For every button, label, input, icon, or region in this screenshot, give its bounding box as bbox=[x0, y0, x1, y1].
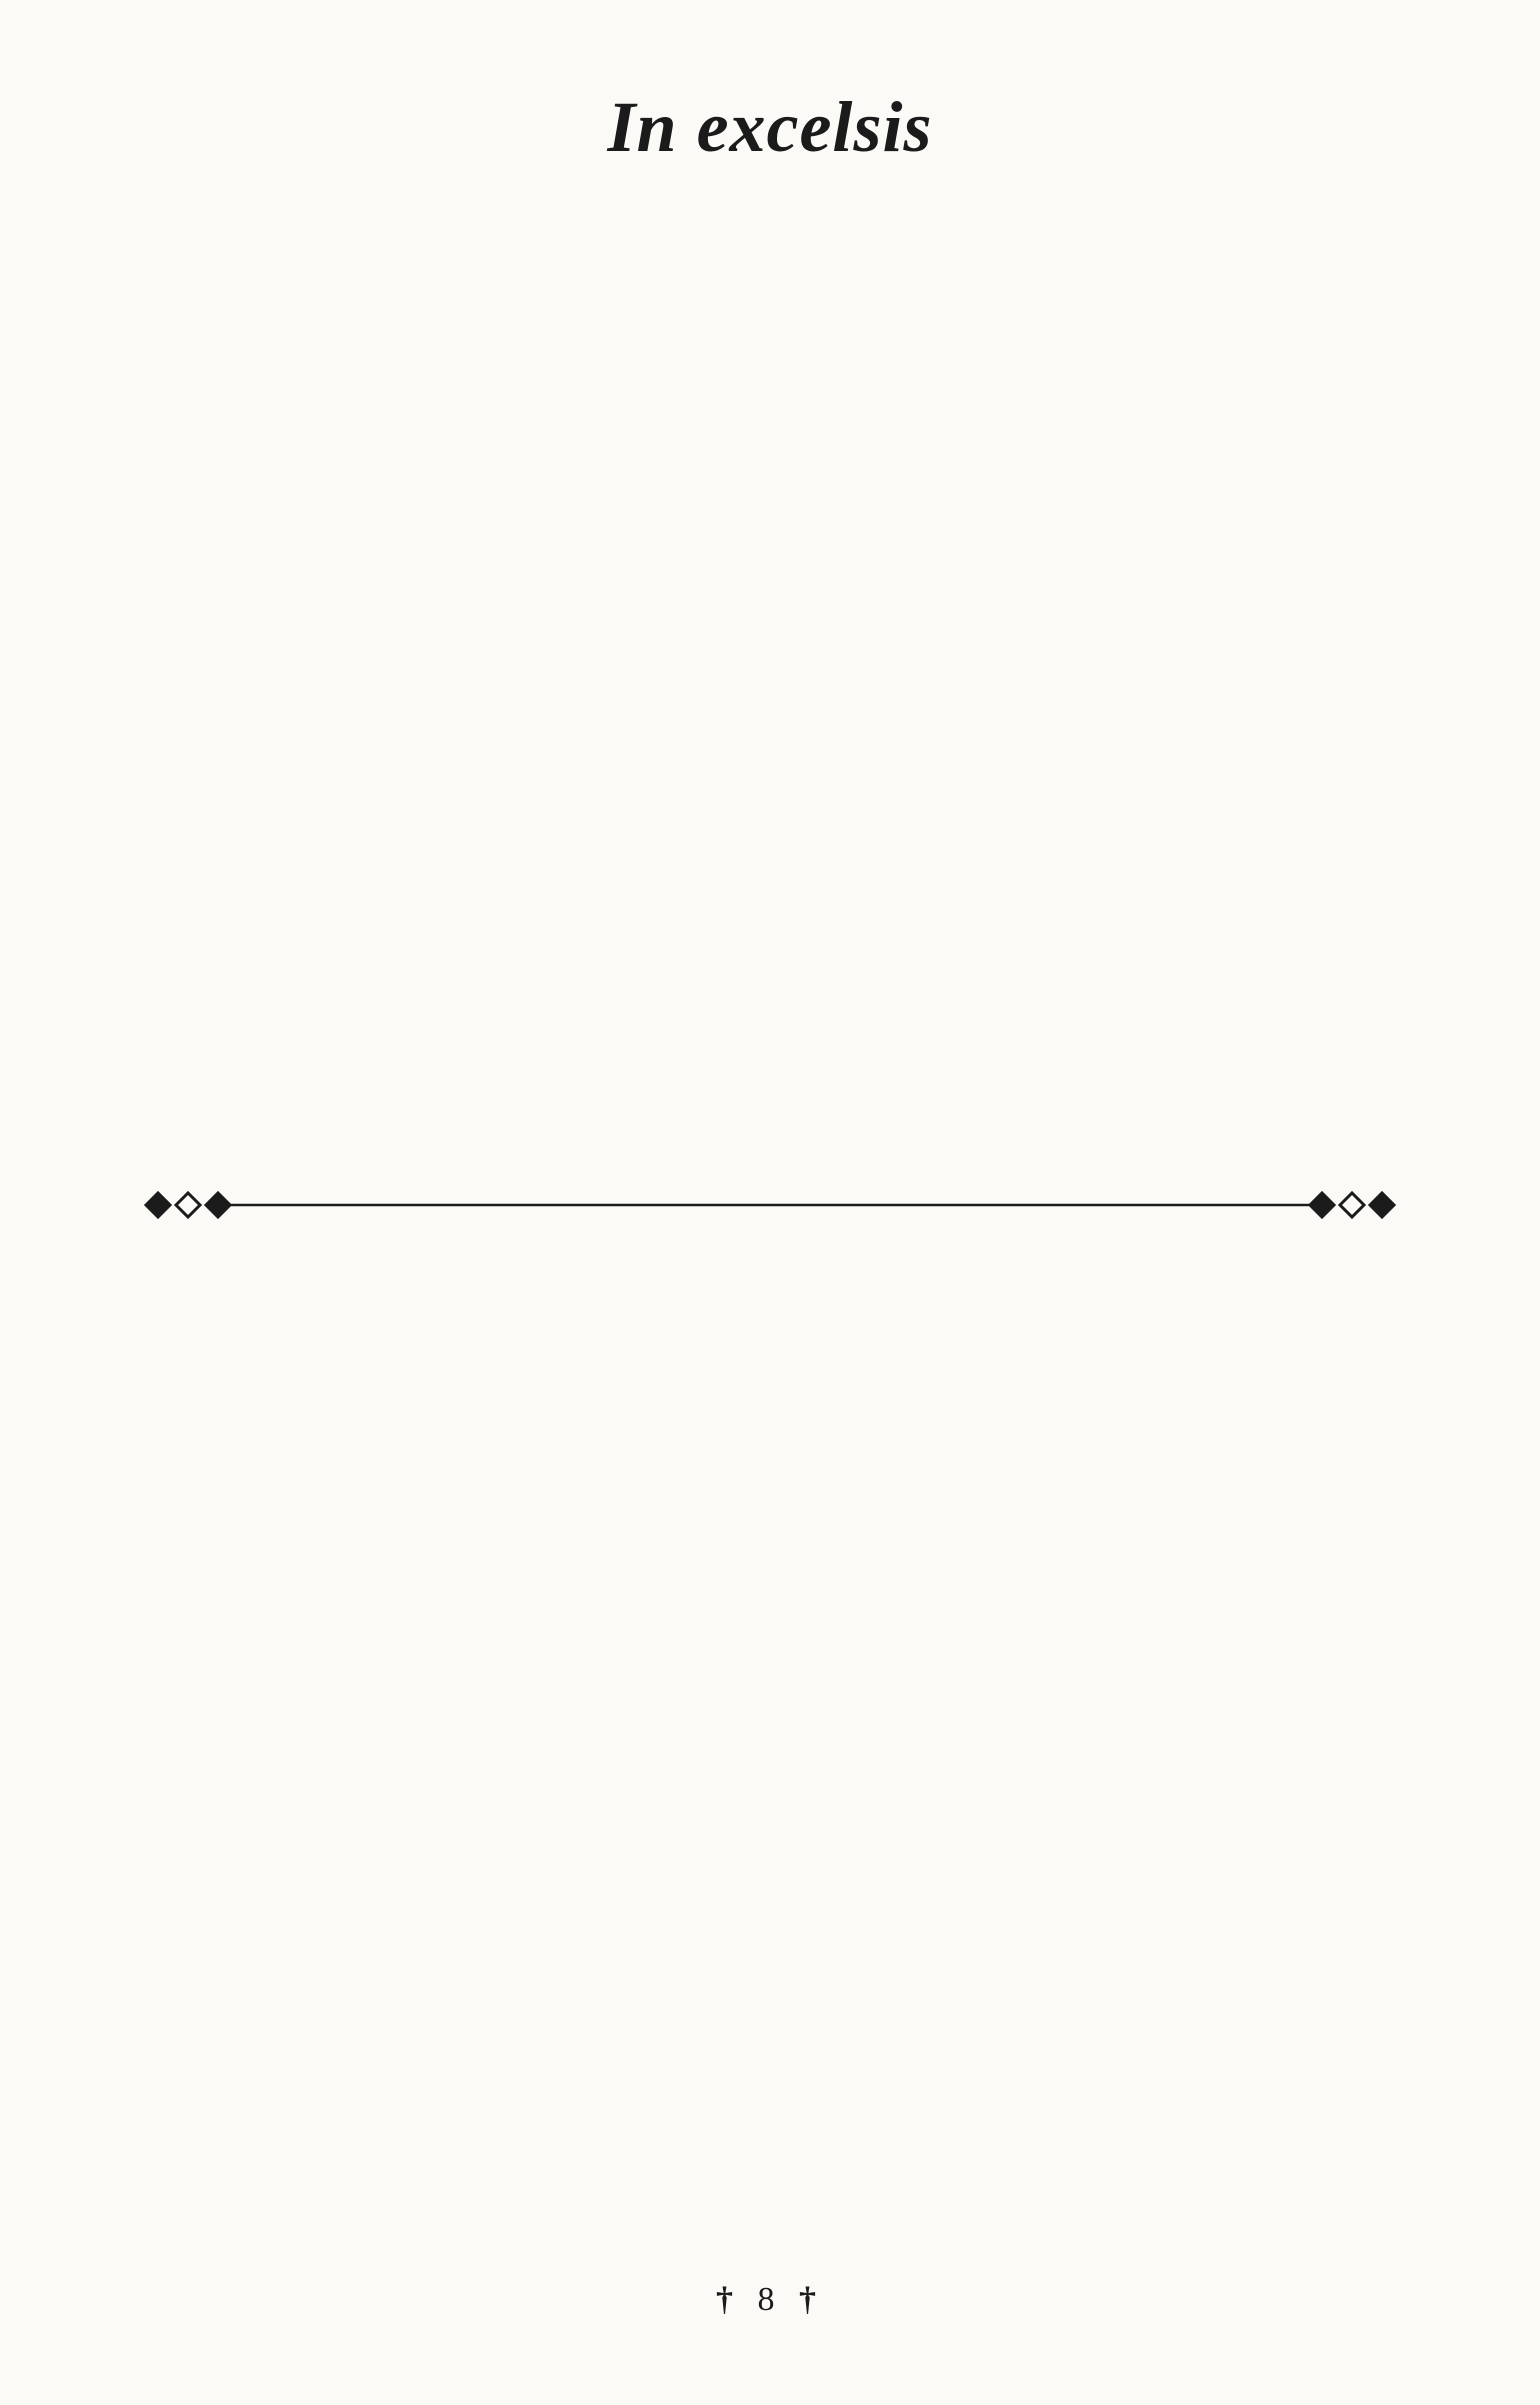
dagger-mark-right: † bbox=[799, 2281, 824, 2318]
divider-diamond-right-1 bbox=[1310, 1193, 1334, 1217]
page-number-footer bbox=[0, 2280, 1540, 2320]
divider-diamond-left-3 bbox=[206, 1193, 230, 1217]
divider-diamond-left-2 bbox=[176, 1193, 200, 1217]
page-title: In excelsis bbox=[607, 87, 933, 167]
divider-diamond-left-1 bbox=[146, 1193, 170, 1217]
dagger-mark-left: † bbox=[716, 2281, 741, 2318]
page-number: 8 bbox=[757, 2281, 783, 2318]
divider-diamond-right-2 bbox=[1340, 1193, 1364, 1217]
divider-diamond-right-3 bbox=[1370, 1193, 1394, 1217]
section-divider bbox=[130, 1185, 1410, 1225]
